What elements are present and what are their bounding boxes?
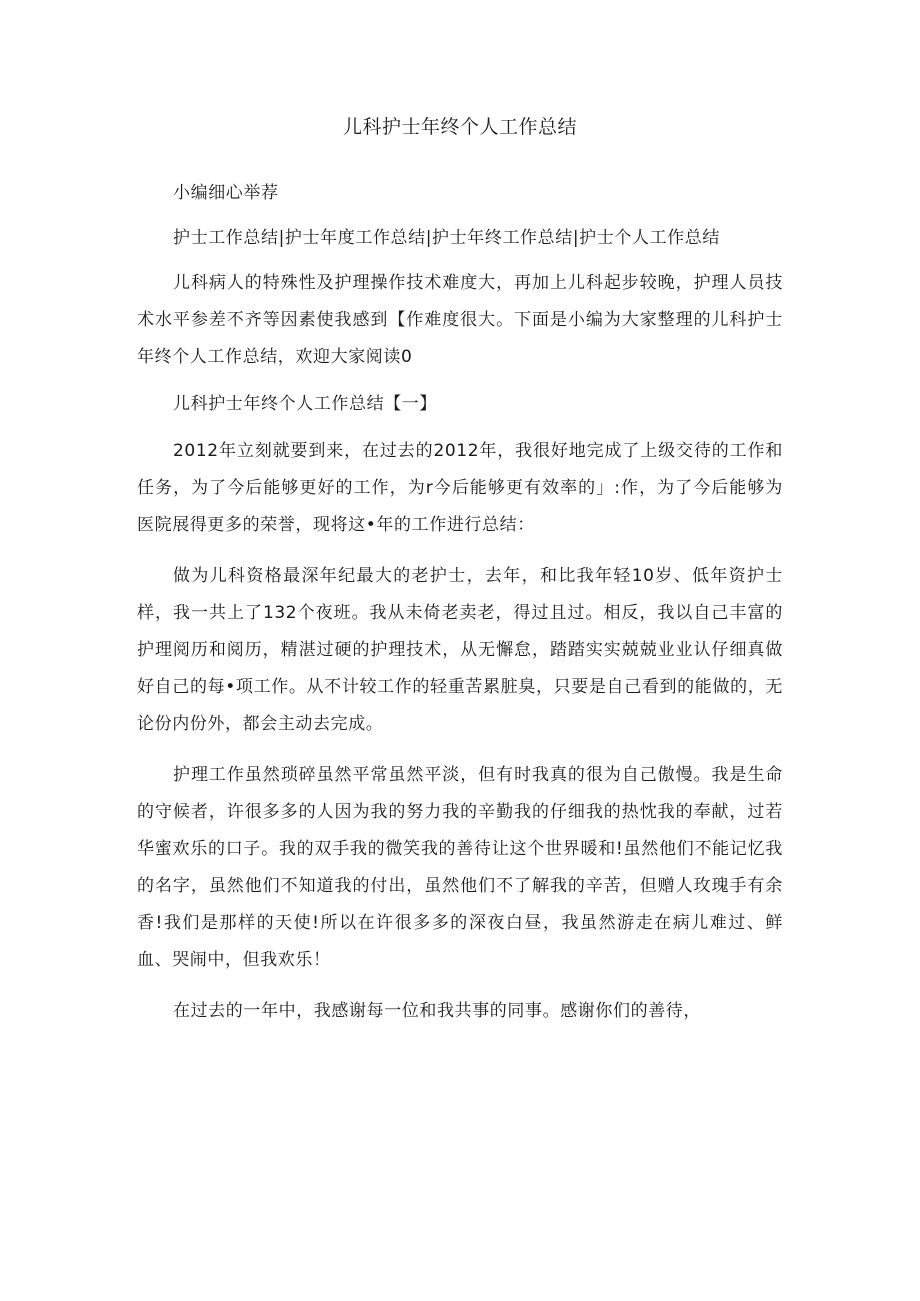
paragraph-2: 做为儿科资格最深年纪最大的老护士，去年，和比我年轻10岁、低年资护士样，我一共上了132个夜班。我从未倚老卖老，得过且过。相反，我以自己丰富的护理阅历和阅历，精湛过硬的护理技术，从无懈怠，踏踏实实兢兢业业认仔细真做好自己的每•项工作。从不计较工作的轻重苦累脏臭，只要是自己看到的能做的，无论份内份外，都会主动去完成。 bbox=[137, 566, 783, 734]
intro-paragraph: 儿科病人的特殊性及护理操作技术难度大，再加上儿科起步较晚，护理人员技术水平参差不齐等因素使我感到【作难度很大。下面是小编为大家整理的儿科护士年终个人工作总结，欢迎大家阅读0 bbox=[137, 273, 783, 367]
tags-line: 护士工作总结|护士年度工作总结|护士年终工作总结|护士个人工作总结 bbox=[173, 228, 720, 248]
document-body bbox=[137, 175, 783, 1030]
document-title: 儿科护士年终个人工作总结 bbox=[342, 116, 577, 138]
paragraph-4: 在过去的一年中，我感谢每一位和我共事的同事。感谢你们的善待， bbox=[173, 1001, 701, 1021]
paragraph-3: 护理工作虽然琐碎虽然平常虽然平淡，但有时我真的很为自己傲慢。我是生命的守候者，许很多多的人因为我的努力我的辛勤我的仔细我的热忱我的奉献，过若华蜜欢乐的口子。我的双手我的微笑我的善待让这个世界暖和!虽然他们不能记忆我的名字，虽然他们不知道我的付出，虽然他们不了解我的辛苦，但赠人玫瑰手有余香!我们是那样的天使!所以在许很多多的深夜白昼，我虽然游走在病儿难过、鲜血、哭闹中，但我欢乐！ bbox=[137, 765, 783, 970]
section-heading: 儿科护士年终个人工作总结【一】 bbox=[173, 394, 437, 414]
recommend-line: 小编细心举荐 bbox=[173, 183, 279, 203]
paragraph-1: 2012年立刻就要到来，在过去的2012年，我很好地完成了上级交待的工作和任务，为了今后能够更好的工作，为r今后能够更有效率的」:作，为了今后能够为医院展得更多的荣誉，现将这•年的工作进行总结： bbox=[137, 441, 783, 535]
